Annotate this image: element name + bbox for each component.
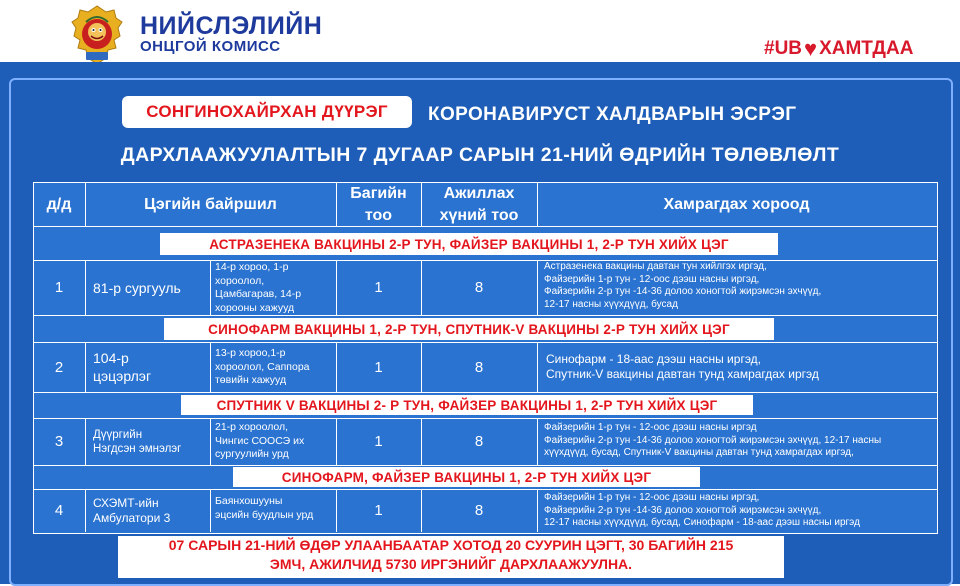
row-divider [33, 315, 938, 316]
staff-count: 8 [474, 502, 484, 519]
staff-count: 8 [474, 358, 484, 376]
team-count: 1 [374, 502, 383, 519]
site-name [93, 489, 208, 532]
vaccine-band: АСТРАЗЕНЕКА ВАКЦИНЫ 2-Р ТУН, ФАЙЗЕР ВАКЦИНЫ 1, 2-Р ТУН ХИЙХ ЦЭГ [160, 233, 778, 255]
header-coverage: Хамрагдах хороод [663, 196, 810, 213]
site-name: 81-р сургууль [93, 279, 181, 296]
address-line: сургуулийн урд [215, 448, 289, 460]
coverage-list [546, 352, 936, 382]
coverage-line: Файзерийн 2-р тун -14-36 долоо хоногтой жирэмсэн эхчүүд, [544, 504, 822, 516]
city-emblem-icon [68, 4, 126, 66]
address-line: эцсийн буудлын урд [215, 508, 314, 521]
address-line: төвийн хажууд [215, 374, 287, 386]
row-num: 1 [54, 279, 64, 296]
hashtag-suffix: ХАМТДАА [819, 38, 914, 59]
address-line: хороолол, [215, 274, 265, 287]
col-divider [85, 418, 86, 465]
district-badge: СОНГИНОХАЙРХАН ДҮҮРЭГ [122, 96, 412, 128]
staff-count: 8 [474, 433, 484, 450]
row-num: 2 [54, 358, 64, 376]
vaccine-band: СИНОФАРМ ВАКЦИНЫ 1, 2-Р ТУН, СПУТНИК-V ВАКЦИНЫ 2-Р ТУН ХИЙХ ЦЭГ [164, 318, 774, 340]
address-line: 13-р хороо,1-р [215, 347, 286, 359]
summary-line2: ЭМЧ, АЖИЛЧИД 5730 ИРГЭНИЙГ ДАРХЛААЖУУЛНА. [269, 556, 633, 572]
heart-icon: ♥ [804, 36, 818, 61]
header-staff-line1: Ажиллах [443, 185, 515, 202]
site-address [215, 421, 335, 462]
col-divider [537, 418, 538, 465]
col-divider [210, 489, 211, 532]
team-count: 1 [374, 358, 383, 376]
vaccine-band: СПУТНИК V ВАКЦИНЫ 2- Р ТУН, ФАЙЗЕР ВАКЦИНЫ 1, 2-Р ТУН ХИЙХ ЦЭГ [181, 395, 753, 415]
address-line: хороолол, Саппора [215, 360, 310, 373]
coverage-list [544, 261, 936, 311]
coverage-line: Спутник-V вакцины давтан тунд хамрагдах иргэд [546, 367, 819, 381]
header-teams [336, 183, 421, 227]
row-divider [33, 392, 938, 393]
coverage-line: Астразенека вакцины давтан тун хийлгэх иргэд, [544, 261, 767, 272]
col-divider [537, 342, 538, 392]
col-divider [210, 342, 211, 392]
address-line: хорооны хажууд [215, 301, 295, 314]
site-name-line: Нэгдсэн эмнэлэг [93, 442, 182, 455]
org-name: НИЙСЛЭЛИЙН [140, 12, 323, 40]
header-site: Цэгийн байршил [144, 196, 277, 213]
summary-banner [118, 536, 784, 578]
site-name [93, 418, 208, 465]
col-divider [537, 260, 538, 315]
page-title-line1: КОРОНАВИРУСТ ХАЛДВАРЫН ЭСРЭГ [428, 104, 797, 125]
header [0, 0, 960, 62]
header-staff-line2: хүний тоо [439, 207, 519, 224]
site-name-line: Дүүргийн [93, 428, 143, 441]
coverage-line: Файзерийн 2-р тун -14-36 долоо хоногтой жирэмсэн эхчүүд, 12-17 насны [544, 434, 882, 446]
col-divider [85, 489, 86, 532]
vaccine-band: СИНОФАРМ, ФАЙЗЕР ВАКЦИНЫ 1, 2-Р ТУН ХИЙХ ЦЭГ [233, 467, 700, 487]
address-line: Баянхошууны [215, 495, 283, 507]
coverage-line: Файзерийн 2-р тун -14-36 долоо хоногтой жирэмсэн эхчүүд, [544, 286, 822, 297]
site-name-line: СХЭМТ-ийн [93, 495, 159, 510]
col-divider [85, 342, 86, 392]
site-address [215, 495, 335, 522]
org-subtitle: ОНЦГОЙ КОМИСС [140, 38, 281, 55]
team-count: 1 [374, 433, 383, 450]
address-line: 21-р хороолол, [215, 421, 289, 433]
row-num: 4 [54, 502, 64, 519]
row-divider [33, 226, 938, 227]
staff-count: 8 [474, 279, 484, 296]
col-divider [210, 418, 211, 465]
coverage-line: Файзерийн 1-р тун - 12-оос дээш насны иргэд [544, 422, 757, 433]
coverage-line: Синофарм - 18-аас дээш насны иргэд, [546, 352, 762, 366]
coverage-line: Файзерийн 1-р тун - 12-оос дээш насны иргэд, [544, 273, 760, 285]
coverage-line: Файзерийн 1-р тун - 12-оос дээш насны иргэд, [544, 492, 760, 503]
site-address [215, 261, 335, 315]
coverage-list [544, 422, 936, 460]
site-name-line: Амбулатори 3 [93, 510, 171, 525]
header-staff [421, 183, 537, 227]
coverage-line: хүүхдүүд, бусад, Спутник-V вакцины давтан тунд хамрагдах иргэд, [544, 447, 854, 458]
coverage-list [544, 492, 936, 530]
address-line: Цамбагарав, 14-р [215, 288, 302, 300]
site-address [215, 347, 335, 388]
col-divider [537, 489, 538, 532]
site-name-line: цэцэрлэг [93, 368, 152, 384]
col-divider [85, 260, 86, 315]
hashtag-badge [756, 36, 921, 62]
hashtag-prefix: #UB [764, 38, 803, 59]
site-name-line: 104-р [93, 350, 129, 366]
row-num: 3 [54, 433, 64, 450]
team-count: 1 [374, 279, 383, 296]
address-line: 14-р хороо, 1-р [215, 261, 289, 273]
address-line: Чингис СООСЭ их [215, 434, 305, 447]
header-num: д/д [46, 196, 72, 213]
coverage-line: 12-17 насны хүүхдүүд, бусад [544, 298, 678, 310]
site-name [93, 342, 208, 392]
col-divider [210, 260, 211, 315]
coverage-line: 12-17 насны хүүхдүүд, бусад, Синофарм - 18-аас дээш насны иргэд [544, 517, 860, 528]
header-teams-line2: тоо [364, 207, 393, 224]
summary-line1: 07 САРЫН 21-НИЙ ӨДӨР УЛААНБААТАР ХОТОД 20 СУУРИН ЦЭГТ, 30 БАГИЙН 215 [168, 537, 734, 553]
page-title-line2: ДАРХЛААЖУУЛАЛТЫН 7 ДУГААР САРЫН 21-НИЙ ӨДРИЙН ТӨЛӨВЛӨЛТ [120, 144, 840, 166]
header-teams-line1: Багийн [350, 185, 407, 202]
row-divider [33, 465, 938, 466]
